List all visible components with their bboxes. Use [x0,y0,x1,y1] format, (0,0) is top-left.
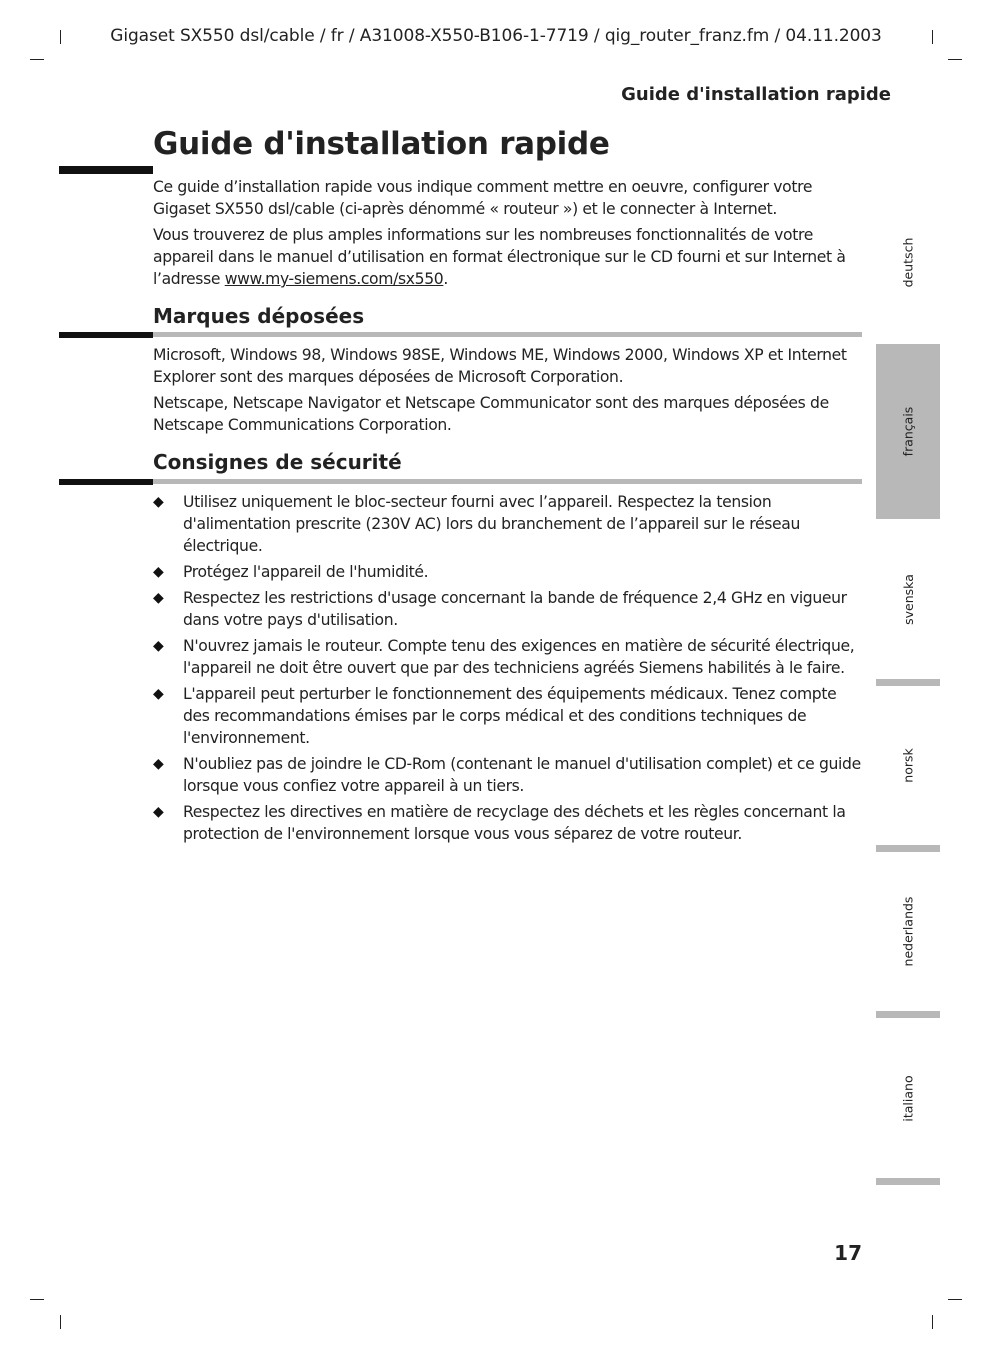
lang-tab-label: deutsch [900,237,916,287]
list-item-text: N'oubliez pas de joindre le CD-Rom (contenant le manuel d'utilisation complet) et ce guide lorsque vous confiez votre appareil à un tiers. [183,755,861,795]
lang-tab-label: svenska [900,573,916,625]
crop-mark [932,1315,933,1329]
lang-tab-francais[interactable] [876,344,940,519]
intro-paragraph-2-text: Vous trouverez de plus amples informations sur les nombreuses fonctionnalités de votre appareil dans le manuel d’utilisation en format électronique sur le CD fourni et sur Internet à l’adresse [153,226,846,288]
list-item [153,561,865,583]
lang-tab-svenska[interactable] [876,519,940,679]
section-rule-gray [153,479,862,484]
trademarks-heading: Marques déposées [153,304,365,328]
list-item-text: L'appareil peut perturber le fonctionnement des équipements médicaux. Tenez compte des recommandations émises par le corps médical et des conditions techniques de l'environnement. [183,685,837,747]
lang-tab-divider [876,845,940,852]
safety-list [153,491,865,849]
intro-paragraph-2-end: . [443,270,448,288]
diamond-bullet-icon: ◆ [153,590,164,606]
diamond-bullet-icon: ◆ [153,494,164,510]
intro-paragraph-1: Ce guide d’installation rapide vous indique comment mettre en oeuvre, configurer votre Gigaset SX550 dsl/cable (ci-après dénommé « routeur ») et le connecter à Internet. [153,178,813,218]
file-info-header: Gigaset SX550 dsl/cable / fr / A31008-X550-B106-1-7719 / qig_router_franz.fm / 04.11.2003 [110,26,882,46]
section-rule-black [59,332,153,338]
list-item [153,801,865,845]
lang-tab-label: italiano [900,1074,916,1122]
crop-mark [30,59,44,60]
diamond-bullet-icon: ◆ [153,686,164,702]
running-head: Guide d'installation rapide [621,84,891,105]
section-rule-black [59,479,153,485]
list-item [153,587,865,631]
title-marker-bar [59,166,153,174]
list-item [153,683,865,749]
list-item [153,635,865,679]
lang-tab-deutsch[interactable] [876,180,940,344]
lang-tab-label: nederlands [900,896,916,967]
lang-tab-nederlands[interactable] [876,852,940,1011]
trademarks-paragraph-2: Netscape, Netscape Navigator et Netscape Communicator sont des marques déposées de Netscape Communications Corporation. [153,394,829,434]
diamond-bullet-icon: ◆ [153,638,164,654]
diamond-bullet-icon: ◆ [153,564,164,580]
intro-paragraph-2 [153,224,865,290]
page-number: 17 [834,1241,862,1265]
trademarks-paragraph-1: Microsoft, Windows 98, Windows 98SE, Windows ME, Windows 2000, Windows XP et Internet Explorer sont des marques déposées de Microsoft Corporation. [153,346,847,386]
lang-tab-label: norsk [900,748,916,783]
siemens-link[interactable]: www.my-siemens.com/sx550 [224,270,444,288]
diamond-bullet-icon: ◆ [153,804,164,820]
lang-tab-label: français [900,406,916,457]
page-title: Guide d'installation rapide [153,126,610,162]
list-item-text: Protégez l'appareil de l'humidité. [183,563,429,581]
lang-tab-norsk[interactable] [876,686,940,845]
list-item [153,491,865,557]
lang-tab-divider [876,1178,940,1185]
crop-mark [30,1299,44,1300]
crop-mark [948,59,962,60]
lang-tab-divider [876,679,940,686]
crop-mark [60,1315,61,1329]
crop-mark [948,1299,962,1300]
list-item-text: Utilisez uniquement le bloc-secteur fourni avec l’appareil. Respectez la tension d'alimentation prescrite (230V AC) lors du branchement de l’appareil sur le réseau électrique. [183,493,800,555]
list-item-text: Respectez les restrictions d'usage concernant la bande de fréquence 2,4 GHz en vigueur dans votre pays d'utilisation. [183,589,847,629]
safety-heading: Consignes de sécurité [153,450,402,474]
lang-tab-divider [876,1011,940,1018]
diamond-bullet-icon: ◆ [153,756,164,772]
list-item-text: Respectez les directives en matière de recyclage des déchets et les règles concernant la protection de l'environnement lorsque vous vous séparez de votre routeur. [183,803,846,843]
list-item [153,753,865,797]
lang-tab-italiano[interactable] [876,1018,940,1178]
section-rule-gray [153,332,862,337]
list-item-text: N'ouvrez jamais le routeur. Compte tenu des exigences en matière de sécurité électrique, l'appareil ne doit être ouvert que par des techniciens agréés Siemens habilités à le faire. [183,637,855,677]
